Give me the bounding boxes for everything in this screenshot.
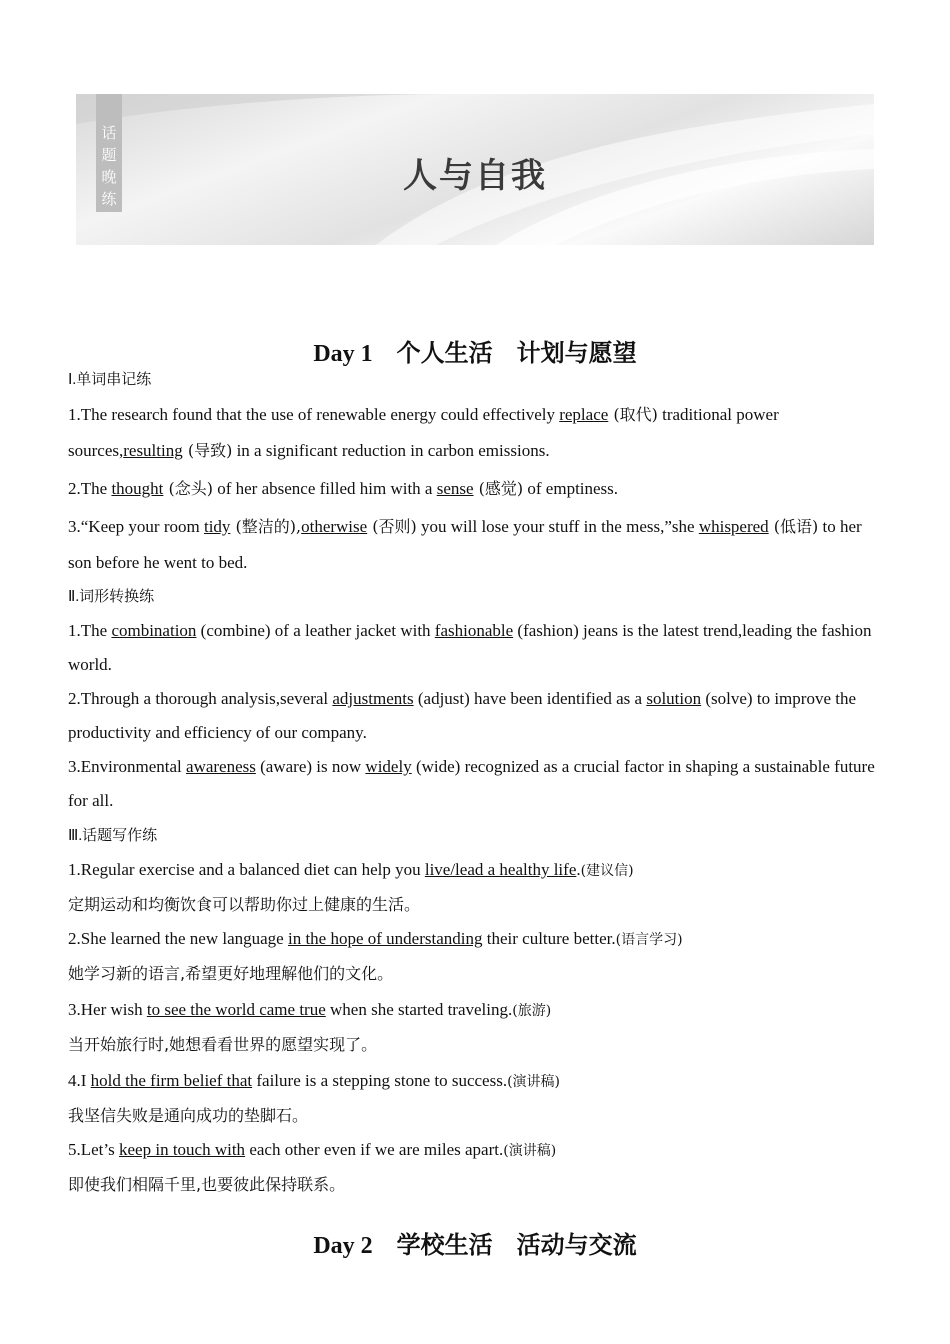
item-text: 5.Let’s [68, 1140, 119, 1159]
writing-item [68, 853, 886, 888]
hint: (adjust) [413, 689, 470, 708]
banner-title: 人与自我 [403, 156, 547, 196]
hint: (念头) [163, 479, 213, 498]
answer-word: adjustments [332, 689, 414, 708]
hint: (fashion) [513, 621, 579, 640]
item-text: traditional power sources, [68, 405, 779, 460]
answer-phrase: live/lead a healthy life [424, 860, 577, 879]
topic-note: (演讲稿) [507, 1074, 561, 1090]
item-text: recognized as a crucial factor in shaping a sustainable future for all. [68, 757, 875, 810]
item-text: to her son before he went to bed. [68, 517, 862, 572]
writing-item [68, 1133, 886, 1168]
item-text: of emptiness. [523, 479, 619, 498]
section-heading [68, 585, 886, 606]
answer-word: whispered [698, 517, 769, 536]
item-text: 2.She learned the new language [68, 929, 288, 948]
hint: (感觉) [473, 479, 524, 498]
item-text: jeans is the latest trend,leading the fashion world. [68, 621, 872, 674]
topic-note: (建议信) [580, 863, 634, 879]
answer-phrase: keep in touch with [119, 1140, 246, 1159]
writing-item [68, 1064, 886, 1099]
answer-word: sense [436, 479, 474, 498]
hint: (combine) [196, 621, 271, 640]
exercise-item [68, 614, 886, 682]
item-text: 2.The [68, 479, 112, 498]
answer-word: awareness [186, 757, 256, 776]
answer-word: thought [111, 479, 164, 498]
writing-item [68, 993, 886, 1028]
side-tab-char: 题 [101, 146, 117, 164]
side-tab-char: 练 [101, 190, 117, 208]
translation: 定期运动和均衡饮食可以帮助你过上健康的生活。 [68, 895, 421, 914]
hint: (导致) [182, 441, 233, 460]
hint: (wide) [411, 757, 461, 776]
item-text: 3.“Keep your room [68, 517, 204, 536]
header-banner [76, 94, 874, 245]
answer-word: replace [559, 405, 609, 424]
answer-word: fashionable [434, 621, 514, 640]
item-text: to improve the productivity and efficiency of our company. [68, 689, 857, 742]
hint: (取代) [608, 405, 658, 424]
item-text: 3.Her wish [68, 1000, 147, 1019]
answer-word: tidy [203, 517, 231, 536]
section-heading [68, 368, 886, 389]
section-label: 话题写作练 [82, 826, 158, 844]
answer-phrase: hold the firm belief that [90, 1071, 253, 1090]
answer-word: solution [646, 689, 702, 708]
hint: (整洁的), [230, 517, 302, 536]
day2-title: Day 2 学校生活 活动与交流 [313, 1233, 637, 1259]
answer-phrase: in the hope of understanding [287, 929, 483, 948]
item-text: have been identified as a [469, 689, 647, 708]
item-text: of her absence filled him with a [212, 479, 437, 498]
item-text: each other even if we are miles apart. [245, 1140, 504, 1159]
item-text: 3.Environmental [68, 757, 187, 776]
topic-note: (旅游) [512, 1003, 552, 1019]
side-tab-char: 晚 [101, 168, 117, 186]
exercise-item [68, 397, 886, 469]
answer-word: resulting [123, 441, 183, 460]
translation: 我坚信失败是通向成功的垫脚石。 [68, 1106, 309, 1125]
item-text: . [576, 860, 581, 879]
item-text: 4.I [68, 1071, 91, 1090]
hint: (低语) [768, 517, 819, 536]
section-label: 单词串记练 [76, 370, 152, 388]
exercise-item [68, 471, 886, 507]
exercise-item [68, 682, 886, 750]
translation: 即使我们相隔千里,也要彼此保持联系。 [68, 1175, 346, 1194]
writing-item [68, 922, 886, 957]
section-num: Ⅲ. [68, 828, 83, 844]
section-num: Ⅰ. [68, 372, 77, 388]
item-text: in a significant reduction in carbon emissions. [232, 441, 550, 460]
hint: (aware) [255, 757, 313, 776]
hint: (solve) [701, 689, 753, 708]
item-text: you will lose your stuff in the mess,”she [416, 517, 699, 536]
item-text: failure is a stepping stone to success. [252, 1071, 508, 1090]
item-text: 2.Through a thorough analysis,several [68, 689, 333, 708]
item-text: 1.The research found that the use of renewable energy could effectively [68, 405, 560, 424]
item-text: their culture better. [482, 929, 616, 948]
item-text: when she started traveling. [325, 1000, 513, 1019]
day1-title: Day 1 个人生活 计划与愿望 [313, 341, 637, 367]
exercise-item [68, 750, 886, 818]
section-num: Ⅱ. [68, 589, 80, 605]
hint: (否则) [367, 517, 417, 536]
item-text: of a leather jacket with [270, 621, 435, 640]
item-text: 1.The [68, 621, 112, 640]
topic-note: (语言学习) [615, 932, 683, 948]
section-label: 词形转换练 [79, 587, 155, 605]
translation: 当开始旅行时,她想看看世界的愿望实现了。 [68, 1035, 378, 1054]
exercise-item [68, 509, 886, 581]
topic-note: (演讲稿) [503, 1143, 557, 1159]
item-text: is now [312, 757, 366, 776]
answer-phrase: to see the world came true [146, 1000, 326, 1019]
answer-word: combination [111, 621, 197, 640]
day1-content [68, 368, 886, 1202]
item-text: 1.Regular exercise and a balanced diet can help you [68, 860, 425, 879]
translation: 她学习新的语言,希望更好地理解他们的文化。 [68, 964, 394, 983]
side-tab-char: 话 [101, 124, 117, 142]
section-heading [68, 824, 886, 845]
answer-word: widely [365, 757, 412, 776]
answer-word: otherwise [301, 517, 368, 536]
